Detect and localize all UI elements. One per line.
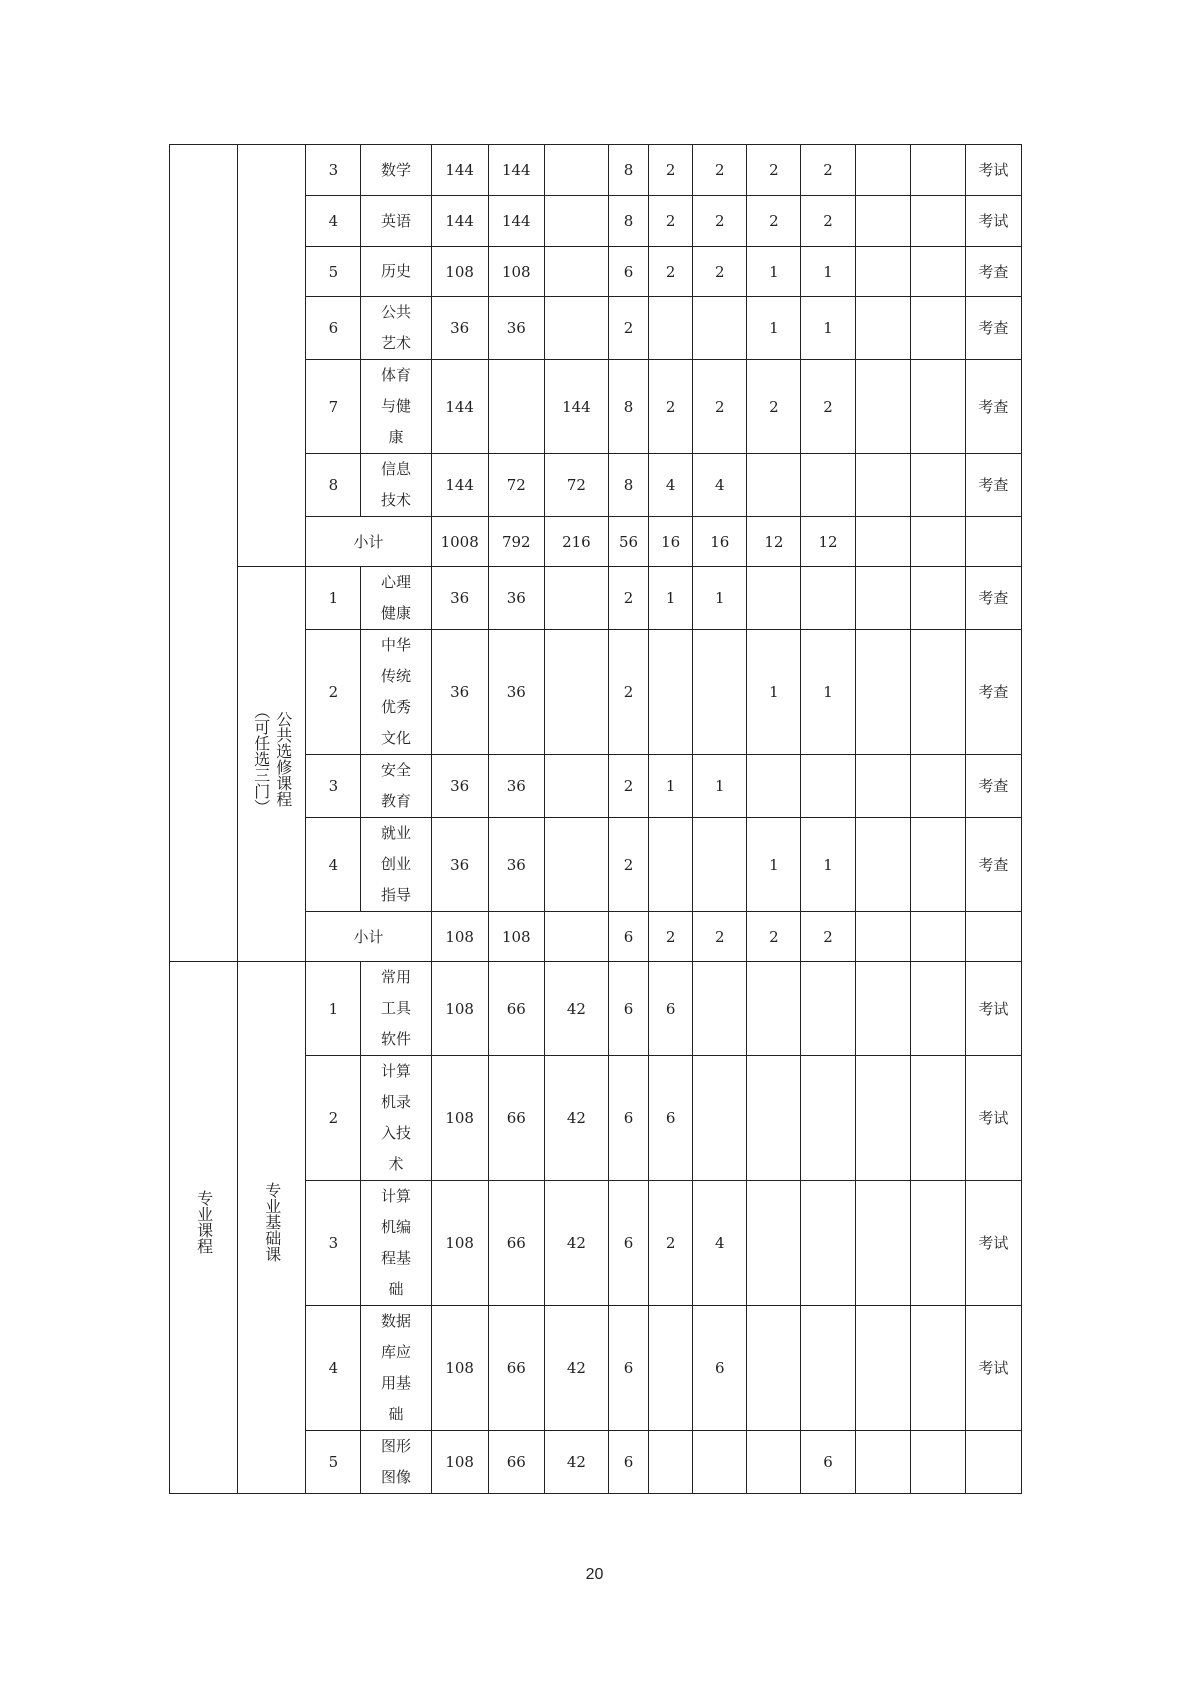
subtotal-credit: 56 [608, 517, 648, 567]
cell-s2 [693, 297, 747, 360]
professional-basic-subcategory-cell [238, 962, 306, 1494]
cell-s2: 1 [693, 755, 747, 818]
course-number-cell: 2 [306, 630, 361, 755]
professional-category-cell [170, 962, 238, 1494]
public-elective-label [252, 703, 292, 815]
subtotal-assess [965, 517, 1021, 567]
cell-s3: 1 [747, 630, 801, 755]
course-name-line: 教育 [381, 792, 412, 810]
cell-credit: 6 [608, 1181, 648, 1306]
course-name-line: 计算 [381, 1187, 412, 1205]
cell-assess: 考试 [965, 962, 1021, 1056]
cell-s4 [801, 567, 855, 630]
cell-total: 108 [431, 1056, 488, 1181]
course-name-line: 数据 [381, 1312, 412, 1330]
course-name-line: 康 [388, 428, 404, 446]
subtotal-label: 小计 [306, 912, 431, 962]
course-name-line: 用基 [381, 1374, 412, 1392]
cell-s6 [910, 247, 965, 297]
cell-s2: 2 [693, 360, 747, 454]
cell-total: 144 [431, 454, 488, 517]
subtotal-s1: 16 [649, 517, 693, 567]
course-name-cell [361, 454, 431, 517]
course-number-cell: 3 [306, 755, 361, 818]
cell-s1: 4 [649, 454, 693, 517]
cell-theory: 66 [488, 1181, 544, 1306]
cell-s4: 6 [801, 1431, 855, 1494]
cell-theory: 36 [488, 818, 544, 912]
course-name-line: 图形 [381, 1437, 412, 1455]
cell-s1: 2 [649, 247, 693, 297]
course-name-line: 入技 [381, 1124, 412, 1142]
cell-theory: 66 [488, 1306, 544, 1431]
public-elective-subcategory-cell [238, 567, 306, 962]
course-name-line: 程基 [381, 1249, 412, 1267]
cell-s2 [693, 630, 747, 755]
cell-credit: 2 [608, 755, 648, 818]
cell-s1 [649, 1306, 693, 1431]
course-name-cell [361, 247, 431, 297]
course-number-cell: 7 [306, 360, 361, 454]
cell-s5 [855, 297, 910, 360]
public-elective-note: （可任选三门） [251, 702, 271, 815]
cell-s2 [693, 962, 747, 1056]
cell-practice: 42 [544, 962, 608, 1056]
professional-category-cell-text: 专业课程 [194, 1190, 214, 1254]
course-name-line: 创业 [381, 855, 412, 873]
course-name-line: 数学 [381, 160, 412, 179]
cell-practice: 144 [544, 360, 608, 454]
cell-s5 [855, 630, 910, 755]
course-name-cell [361, 196, 431, 247]
cell-s3: 1 [747, 297, 801, 360]
cell-theory: 108 [488, 247, 544, 297]
cell-s1: 2 [649, 360, 693, 454]
cell-credit: 2 [608, 818, 648, 912]
cell-practice: 42 [544, 1181, 608, 1306]
course-name-line: 传统 [381, 667, 412, 685]
cell-s6 [910, 755, 965, 818]
course-name-line: 计算 [381, 1062, 412, 1080]
page-number: 20 [585, 1566, 604, 1583]
subtotal-s4: 2 [801, 912, 855, 962]
cell-total: 144 [431, 196, 488, 247]
course-name-line: 机录 [381, 1093, 412, 1111]
course-number-cell: 3 [306, 145, 361, 196]
cell-total: 36 [431, 630, 488, 755]
course-number-cell: 1 [306, 567, 361, 630]
cell-s4 [801, 1056, 855, 1181]
cell-s1: 2 [649, 145, 693, 196]
subtotal-total: 1008 [431, 517, 488, 567]
cell-practice [544, 567, 608, 630]
cell-s4: 2 [801, 360, 855, 454]
cell-theory [488, 360, 544, 454]
cell-s2: 1 [693, 567, 747, 630]
course-name-cell [361, 297, 431, 360]
cell-assess: 考试 [965, 1056, 1021, 1181]
cell-credit: 6 [608, 247, 648, 297]
course-name-line: 英语 [381, 211, 412, 230]
cell-s4: 1 [801, 297, 855, 360]
cell-total: 108 [431, 1306, 488, 1431]
course-name-line: 健康 [381, 604, 412, 622]
cell-credit: 6 [608, 1306, 648, 1431]
cell-s5 [855, 145, 910, 196]
course-name-line: 常用 [381, 968, 412, 986]
cell-total: 144 [431, 360, 488, 454]
subtotal-s5 [855, 517, 910, 567]
cell-s6 [910, 1181, 965, 1306]
course-number-cell: 6 [306, 297, 361, 360]
cell-s6 [910, 145, 965, 196]
cell-credit: 2 [608, 630, 648, 755]
course-number-cell: 3 [306, 1181, 361, 1306]
cell-assess: 考查 [965, 297, 1021, 360]
public-elective-title: 公共选修课程 [273, 710, 293, 807]
cell-s6 [910, 962, 965, 1056]
course-name-cell [361, 145, 431, 196]
cell-s4: 2 [801, 145, 855, 196]
subtotal-theory: 108 [488, 912, 544, 962]
cell-s1 [649, 630, 693, 755]
cell-practice [544, 630, 608, 755]
cell-credit: 2 [608, 567, 648, 630]
course-name-cell [361, 755, 431, 818]
subtotal-s2: 2 [693, 912, 747, 962]
cell-s5 [855, 360, 910, 454]
course-number-cell: 4 [306, 818, 361, 912]
cell-s5 [855, 1056, 910, 1181]
cell-assess: 考试 [965, 145, 1021, 196]
cell-s4 [801, 1306, 855, 1431]
cell-total: 36 [431, 755, 488, 818]
course-number-cell: 2 [306, 1056, 361, 1181]
course-name-line: 技术 [381, 491, 412, 509]
cell-s4: 1 [801, 630, 855, 755]
cell-assess: 考试 [965, 1181, 1021, 1306]
cell-practice [544, 755, 608, 818]
cell-s6 [910, 818, 965, 912]
cell-s4: 1 [801, 818, 855, 912]
subtotal-s6 [910, 517, 965, 567]
cell-s6 [910, 454, 965, 517]
cell-s2 [693, 818, 747, 912]
course-name-line: 中华 [381, 636, 412, 654]
cell-s4: 2 [801, 196, 855, 247]
cell-s3: 2 [747, 196, 801, 247]
cell-assess: 考试 [965, 196, 1021, 247]
cell-s1 [649, 1431, 693, 1494]
cell-theory: 66 [488, 962, 544, 1056]
cell-s1: 1 [649, 567, 693, 630]
subtotal-s2: 16 [693, 517, 747, 567]
cell-total: 108 [431, 1181, 488, 1306]
cell-s5 [855, 1181, 910, 1306]
cell-assess: 考查 [965, 454, 1021, 517]
cell-s1: 2 [649, 196, 693, 247]
cell-s5 [855, 196, 910, 247]
cell-practice [544, 145, 608, 196]
professional-basic-subcategory-cell-text: 专业基础课 [262, 1182, 282, 1262]
course-name-line: 图像 [381, 1468, 412, 1486]
cell-s2: 2 [693, 196, 747, 247]
cell-s6 [910, 196, 965, 247]
cell-practice [544, 818, 608, 912]
subtotal-label: 小计 [306, 517, 431, 567]
cell-s3 [747, 1181, 801, 1306]
cell-theory: 36 [488, 297, 544, 360]
cell-s4 [801, 755, 855, 818]
cell-assess: 考查 [965, 818, 1021, 912]
cell-theory: 72 [488, 454, 544, 517]
table-row [170, 962, 1022, 1056]
cell-practice: 42 [544, 1056, 608, 1181]
curriculum-table [169, 144, 1022, 1494]
course-name-line: 心理 [381, 573, 412, 591]
cell-total: 108 [431, 1431, 488, 1494]
cell-credit: 6 [608, 1056, 648, 1181]
cell-s3: 1 [747, 818, 801, 912]
course-name-line: 与健 [381, 397, 412, 415]
course-name-cell [361, 1056, 431, 1181]
cell-s2 [693, 1431, 747, 1494]
course-name-line: 工具 [381, 999, 412, 1017]
cell-s4: 1 [801, 247, 855, 297]
cell-theory: 36 [488, 755, 544, 818]
table-row [170, 145, 1022, 196]
cell-s2: 2 [693, 145, 747, 196]
cell-s3: 2 [747, 145, 801, 196]
course-name-cell [361, 567, 431, 630]
cell-credit: 6 [608, 1431, 648, 1494]
cell-s4 [801, 454, 855, 517]
cell-s3 [747, 1431, 801, 1494]
cell-practice: 42 [544, 1306, 608, 1431]
cell-total: 108 [431, 247, 488, 297]
cell-total: 36 [431, 567, 488, 630]
public-category-cell [170, 145, 238, 962]
cell-s6 [910, 1306, 965, 1431]
public-basic-subcategory-cell [238, 145, 306, 567]
cell-s5 [855, 247, 910, 297]
subtotal-s3: 2 [747, 912, 801, 962]
cell-s2: 6 [693, 1306, 747, 1431]
course-name-line: 软件 [381, 1030, 412, 1048]
cell-s3 [747, 454, 801, 517]
cell-s6 [910, 360, 965, 454]
cell-s1: 1 [649, 755, 693, 818]
subtotal-practice: 216 [544, 517, 608, 567]
cell-s1: 6 [649, 1056, 693, 1181]
course-name-line: 安全 [381, 761, 412, 779]
subtotal-total: 108 [431, 912, 488, 962]
cell-total: 144 [431, 145, 488, 196]
cell-theory: 36 [488, 567, 544, 630]
subtotal-assess [965, 912, 1021, 962]
cell-practice [544, 196, 608, 247]
cell-assess: 考查 [965, 567, 1021, 630]
course-name-line: 艺术 [381, 334, 412, 352]
subtotal-credit: 6 [608, 912, 648, 962]
subtotal-s6 [910, 912, 965, 962]
cell-total: 108 [431, 962, 488, 1056]
cell-s2: 4 [693, 1181, 747, 1306]
cell-assess: 考查 [965, 360, 1021, 454]
cell-s5 [855, 818, 910, 912]
subtotal-s4: 12 [801, 517, 855, 567]
cell-s3 [747, 1056, 801, 1181]
cell-practice: 42 [544, 1431, 608, 1494]
subtotal-practice [544, 912, 608, 962]
course-name-cell [361, 630, 431, 755]
cell-credit: 8 [608, 145, 648, 196]
cell-s3 [747, 755, 801, 818]
subtotal-theory: 792 [488, 517, 544, 567]
cell-theory: 36 [488, 630, 544, 755]
cell-s1: 6 [649, 962, 693, 1056]
cell-assess: 考试 [965, 1306, 1021, 1431]
cell-s1 [649, 818, 693, 912]
course-name-line: 术 [388, 1155, 404, 1173]
course-name-line: 公共 [381, 303, 412, 321]
course-name-cell [361, 360, 431, 454]
course-name-cell [361, 962, 431, 1056]
cell-s4 [801, 962, 855, 1056]
cell-assess: 考查 [965, 630, 1021, 755]
course-number-cell: 4 [306, 1306, 361, 1431]
cell-credit: 8 [608, 454, 648, 517]
course-name-line: 历史 [381, 262, 412, 280]
course-name-line: 库应 [381, 1343, 412, 1361]
cell-assess: 考查 [965, 247, 1021, 297]
cell-s3 [747, 567, 801, 630]
course-name-line: 础 [388, 1280, 404, 1298]
cell-practice: 72 [544, 454, 608, 517]
cell-credit: 6 [608, 962, 648, 1056]
cell-s6 [910, 1056, 965, 1181]
cell-s5 [855, 755, 910, 818]
course-number-cell: 5 [306, 247, 361, 297]
cell-s6 [910, 567, 965, 630]
cell-s2 [693, 1056, 747, 1181]
course-name-cell [361, 1181, 431, 1306]
cell-s5 [855, 1431, 910, 1494]
cell-s5 [855, 567, 910, 630]
cell-theory: 66 [488, 1431, 544, 1494]
cell-total: 36 [431, 297, 488, 360]
cell-s3 [747, 962, 801, 1056]
cell-s6 [910, 297, 965, 360]
cell-s3 [747, 1306, 801, 1431]
cell-credit: 8 [608, 360, 648, 454]
cell-s4 [801, 1181, 855, 1306]
cell-s2: 2 [693, 247, 747, 297]
cell-s1: 2 [649, 1181, 693, 1306]
course-number-cell: 8 [306, 454, 361, 517]
course-name-cell [361, 1431, 431, 1494]
cell-assess [965, 1431, 1021, 1494]
cell-theory: 144 [488, 196, 544, 247]
cell-s3: 2 [747, 360, 801, 454]
cell-theory: 66 [488, 1056, 544, 1181]
cell-assess: 考查 [965, 755, 1021, 818]
cell-s5 [855, 1306, 910, 1431]
cell-theory: 144 [488, 145, 544, 196]
course-name-line: 就业 [381, 824, 412, 842]
subtotal-s1: 2 [649, 912, 693, 962]
cell-s5 [855, 454, 910, 517]
cell-s2: 4 [693, 454, 747, 517]
cell-s1 [649, 297, 693, 360]
subtotal-s5 [855, 912, 910, 962]
cell-practice [544, 247, 608, 297]
course-number-cell: 4 [306, 196, 361, 247]
course-name-line: 机编 [381, 1218, 412, 1236]
cell-s6 [910, 630, 965, 755]
table-row [170, 567, 1022, 630]
cell-credit: 8 [608, 196, 648, 247]
course-number-cell: 5 [306, 1431, 361, 1494]
course-name-line: 体育 [381, 366, 412, 384]
cell-practice [544, 297, 608, 360]
cell-credit: 2 [608, 297, 648, 360]
cell-s5 [855, 962, 910, 1056]
course-name-cell [361, 1306, 431, 1431]
cell-total: 36 [431, 818, 488, 912]
subtotal-s3: 12 [747, 517, 801, 567]
cell-s6 [910, 1431, 965, 1494]
course-name-line: 优秀 [381, 698, 412, 716]
course-number-cell: 1 [306, 962, 361, 1056]
course-name-line: 指导 [381, 886, 412, 904]
course-name-line: 信息 [381, 460, 412, 478]
cell-s3: 1 [747, 247, 801, 297]
course-name-cell [361, 818, 431, 912]
course-name-line: 础 [388, 1405, 404, 1423]
course-name-line: 文化 [381, 729, 412, 747]
